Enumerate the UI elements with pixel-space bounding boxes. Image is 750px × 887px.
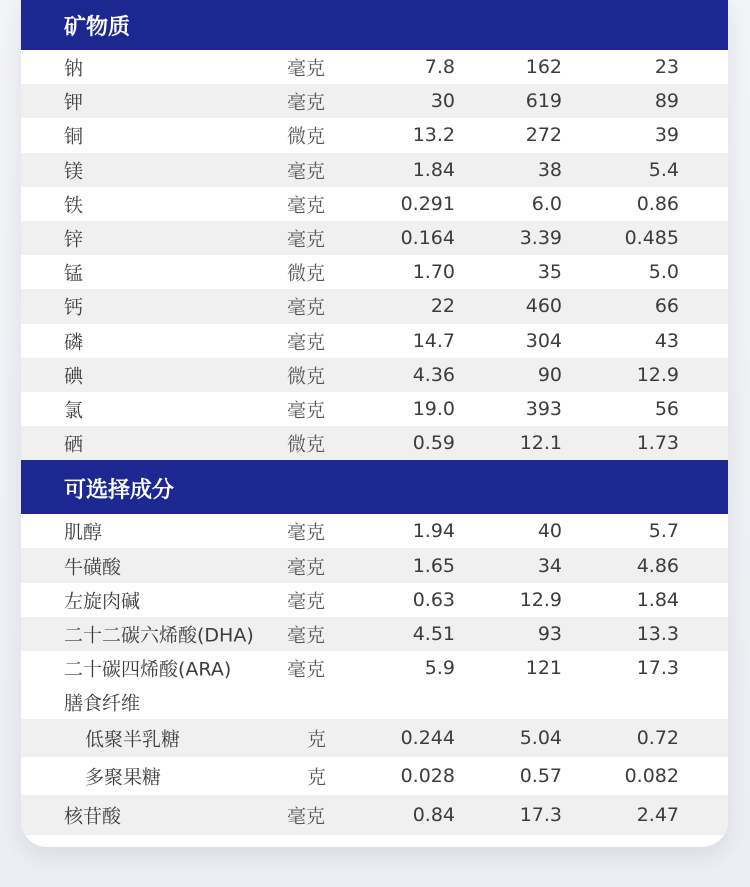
table-row bbox=[21, 392, 728, 426]
nutrient-name: 左旋肉碱 bbox=[64, 590, 141, 613]
value-3: 23 bbox=[654, 56, 679, 79]
value-1: 19.0 bbox=[412, 397, 455, 420]
value-2: 6.0 bbox=[531, 192, 562, 215]
value-1: 0.84 bbox=[412, 803, 455, 826]
value-3: 0.72 bbox=[636, 727, 679, 750]
nutrient-name: 锌 bbox=[64, 228, 84, 251]
nutrient-name: 铁 bbox=[64, 194, 84, 217]
nutrient-unit: 毫克 bbox=[287, 521, 326, 544]
nutrient-name: 磷 bbox=[64, 331, 84, 354]
nutrient-unit: 毫克 bbox=[287, 399, 326, 422]
value-2: 12.9 bbox=[519, 588, 562, 611]
nutrient-name: 钙 bbox=[64, 296, 84, 319]
value-3: 56 bbox=[654, 397, 679, 420]
value-1: 1.70 bbox=[412, 261, 455, 284]
value-2: 393 bbox=[525, 397, 562, 420]
value-2: 3.39 bbox=[519, 227, 562, 250]
value-1: 22 bbox=[430, 295, 455, 318]
table-row bbox=[21, 255, 728, 289]
table-row bbox=[21, 583, 728, 617]
nutrient-unit: 微克 bbox=[287, 125, 326, 148]
value-3: 39 bbox=[654, 124, 679, 147]
value-1: 0.291 bbox=[400, 192, 455, 215]
value-1: 4.36 bbox=[412, 363, 455, 386]
section-header-optional bbox=[21, 460, 728, 514]
table-row bbox=[21, 548, 728, 582]
value-2: 460 bbox=[525, 295, 562, 318]
nutrient-unit: 微克 bbox=[287, 262, 326, 285]
section-title: 可选择成分 bbox=[64, 477, 175, 503]
nutrient-group-name: 膳食纤维 bbox=[64, 692, 141, 715]
nutrient-name: 核苷酸 bbox=[64, 805, 122, 828]
value-3: 5.0 bbox=[648, 261, 679, 284]
nutrient-unit: 毫克 bbox=[287, 296, 326, 319]
nutrient-unit: 毫克 bbox=[287, 331, 326, 354]
table-row bbox=[21, 426, 728, 460]
nutrient-name: 二十碳四烯酸(ARA) bbox=[64, 658, 232, 681]
value-1: 14.7 bbox=[412, 329, 455, 352]
table-row bbox=[21, 50, 728, 84]
value-3: 0.082 bbox=[624, 764, 679, 787]
value-2: 272 bbox=[525, 124, 562, 147]
value-1: 1.65 bbox=[412, 554, 455, 577]
table-row bbox=[21, 221, 728, 255]
value-3: 66 bbox=[654, 295, 679, 318]
value-2: 0.57 bbox=[519, 764, 562, 787]
table-row bbox=[21, 757, 728, 795]
nutrient-name: 镁 bbox=[64, 160, 84, 183]
nutrient-name: 碘 bbox=[64, 365, 84, 388]
table-row bbox=[21, 358, 728, 392]
value-2: 5.04 bbox=[519, 727, 562, 750]
nutrient-name: 钠 bbox=[64, 57, 84, 80]
value-3: 5.7 bbox=[648, 520, 679, 543]
value-3: 43 bbox=[654, 329, 679, 352]
table-row bbox=[21, 84, 728, 118]
table-row bbox=[21, 324, 728, 358]
nutrient-unit: 毫克 bbox=[287, 805, 326, 828]
nutrient-unit: 毫克 bbox=[287, 91, 326, 114]
nutrient-unit: 克 bbox=[306, 766, 326, 789]
table-row bbox=[21, 153, 728, 187]
value-1: 0.244 bbox=[400, 727, 455, 750]
value-1: 5.9 bbox=[424, 657, 455, 680]
nutrient-name: 肌醇 bbox=[64, 521, 103, 544]
value-2: 40 bbox=[537, 520, 562, 543]
table-row bbox=[21, 719, 728, 757]
table-row bbox=[21, 289, 728, 323]
value-2: 162 bbox=[525, 56, 562, 79]
nutrient-unit: 克 bbox=[306, 728, 326, 751]
table-row bbox=[21, 795, 728, 835]
nutrient-unit: 毫克 bbox=[287, 658, 326, 681]
value-2: 38 bbox=[537, 158, 562, 181]
value-1: 7.8 bbox=[424, 56, 455, 79]
value-2: 90 bbox=[537, 363, 562, 386]
value-2: 121 bbox=[525, 657, 562, 680]
table-row bbox=[21, 651, 728, 685]
value-1: 30 bbox=[430, 90, 455, 113]
value-3: 13.3 bbox=[636, 622, 679, 645]
value-1: 13.2 bbox=[412, 124, 455, 147]
value-3: 1.73 bbox=[636, 432, 679, 455]
value-1: 0.028 bbox=[400, 764, 455, 787]
section-header-minerals bbox=[21, 0, 728, 50]
value-3: 89 bbox=[654, 90, 679, 113]
nutrition-table-card bbox=[21, 0, 728, 847]
nutrient-unit: 微克 bbox=[287, 365, 326, 388]
value-1: 0.59 bbox=[412, 432, 455, 455]
value-2: 17.3 bbox=[519, 803, 562, 826]
value-2: 34 bbox=[537, 554, 562, 577]
nutrient-name: 牛磺酸 bbox=[64, 556, 122, 579]
nutrient-unit: 毫克 bbox=[287, 556, 326, 579]
value-3: 17.3 bbox=[636, 657, 679, 680]
value-3: 4.86 bbox=[636, 554, 679, 577]
nutrient-name: 低聚半乳糖 bbox=[85, 728, 181, 751]
nutrient-name: 铜 bbox=[64, 125, 84, 148]
nutrient-name: 多聚果糖 bbox=[85, 766, 162, 789]
value-3: 0.485 bbox=[624, 227, 679, 250]
value-3: 5.4 bbox=[648, 158, 679, 181]
table-row bbox=[21, 514, 728, 548]
nutrient-name: 氯 bbox=[64, 399, 84, 422]
table-row bbox=[21, 118, 728, 152]
value-2: 619 bbox=[525, 90, 562, 113]
value-1: 1.84 bbox=[412, 158, 455, 181]
value-2: 12.1 bbox=[519, 432, 562, 455]
nutrient-unit: 毫克 bbox=[287, 228, 326, 251]
value-3: 0.86 bbox=[636, 192, 679, 215]
value-2: 304 bbox=[525, 329, 562, 352]
nutrient-unit: 毫克 bbox=[287, 590, 326, 613]
nutrient-name: 锰 bbox=[64, 262, 84, 285]
value-2: 93 bbox=[537, 622, 562, 645]
value-2: 35 bbox=[537, 261, 562, 284]
value-1: 0.164 bbox=[400, 227, 455, 250]
nutrient-unit: 微克 bbox=[287, 433, 326, 456]
table-row bbox=[21, 187, 728, 221]
nutrient-name: 硒 bbox=[64, 433, 84, 456]
nutrient-unit: 毫克 bbox=[287, 624, 326, 647]
nutrient-unit: 毫克 bbox=[287, 194, 326, 217]
section-title: 矿物质 bbox=[64, 14, 131, 40]
nutrient-unit: 毫克 bbox=[287, 57, 326, 80]
value-3: 1.84 bbox=[636, 588, 679, 611]
nutrient-unit: 毫克 bbox=[287, 160, 326, 183]
value-1: 1.94 bbox=[412, 520, 455, 543]
value-3: 2.47 bbox=[636, 803, 679, 826]
table-row-group-heading bbox=[21, 685, 728, 719]
value-1: 4.51 bbox=[412, 622, 455, 645]
value-3: 12.9 bbox=[636, 363, 679, 386]
nutrient-name: 二十二碳六烯酸(DHA) bbox=[64, 624, 254, 647]
nutrient-name: 钾 bbox=[64, 91, 84, 114]
value-1: 0.63 bbox=[412, 588, 455, 611]
table-row bbox=[21, 617, 728, 651]
